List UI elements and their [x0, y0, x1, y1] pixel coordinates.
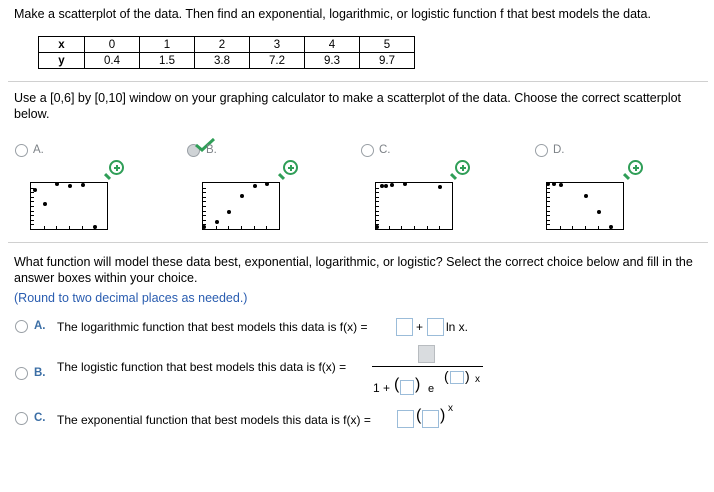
log-coefficient-a-input[interactable]	[396, 318, 413, 336]
zoom-b-icon[interactable]	[283, 160, 298, 175]
scatter-point	[202, 225, 206, 229]
x-tick	[414, 226, 415, 229]
scatter-point	[375, 225, 379, 229]
choice-b-radio[interactable]	[15, 367, 28, 380]
exp-paren-open-c: (	[416, 407, 422, 424]
y-tick	[203, 220, 206, 221]
y-tick	[547, 220, 550, 221]
logistic-a-input[interactable]	[400, 380, 414, 395]
scatter-point	[253, 184, 257, 188]
x-tick	[572, 226, 573, 229]
x-tick	[585, 226, 586, 229]
y-tick	[547, 206, 550, 207]
scatter-option-d-radio[interactable]	[535, 144, 548, 157]
zoom-c-handle	[450, 173, 457, 180]
choice-a-label[interactable]: A.	[34, 320, 46, 332]
y-tick	[547, 188, 550, 189]
model-prompt: What function will model these data best, exponential, logarithmic, or logistic? Select the correct choice below and fill in the answer boxes within your choice.	[14, 255, 693, 285]
scatterplot-d	[546, 182, 624, 230]
y-tick	[31, 211, 34, 212]
scatter-option-c-radio[interactable]	[361, 144, 374, 157]
y-tick	[31, 197, 34, 198]
scatter-point	[240, 194, 244, 198]
y-tick	[376, 188, 379, 189]
paren-close: )	[415, 376, 421, 393]
zoom-a-handle	[104, 173, 111, 180]
row-header: y	[39, 53, 85, 69]
y-tick	[203, 201, 206, 202]
scatter-point	[609, 225, 613, 229]
round-note: (Round to two decimal places as needed.)	[14, 291, 248, 305]
scatterplot-b	[202, 182, 280, 230]
zoom-d-handle	[623, 173, 630, 180]
scatter-point	[559, 183, 563, 187]
scatter-option-c-label[interactable]: C.	[379, 144, 391, 156]
y-tick	[376, 206, 379, 207]
table-cell: 3	[250, 37, 305, 53]
table-cell: 2	[195, 37, 250, 53]
scatter-point	[43, 202, 47, 206]
question-text: Make a scatterplot of the data. Then find an exponential, logarithmic, or logistic function f that best models the data.	[14, 7, 651, 21]
y-tick	[547, 197, 550, 198]
scatter-point	[597, 210, 601, 214]
divider	[8, 81, 708, 82]
exp-var-x: x	[475, 374, 480, 385]
exp-base-b-input[interactable]	[422, 410, 439, 428]
table-cell: 0.4	[85, 53, 140, 69]
scatter-point	[384, 184, 388, 188]
x-tick	[69, 226, 70, 229]
y-tick	[547, 215, 550, 216]
y-tick	[31, 206, 34, 207]
exp-paren-close: )	[465, 368, 470, 384]
x-tick	[56, 226, 57, 229]
paren-open: (	[394, 376, 400, 393]
zoom-c-icon[interactable]	[455, 160, 470, 175]
scatter-point	[227, 210, 231, 214]
logistic-b-input[interactable]	[450, 371, 464, 384]
denominator-prefix: 1 +	[373, 381, 391, 395]
y-tick	[31, 220, 34, 221]
y-tick	[203, 215, 206, 216]
scatter-point	[584, 194, 588, 198]
x-tick	[266, 226, 267, 229]
divider	[8, 242, 708, 243]
x-tick	[598, 226, 599, 229]
row-header: x	[39, 37, 85, 53]
x-tick	[228, 226, 229, 229]
y-tick	[203, 211, 206, 212]
scatter-option-a-label[interactable]: A.	[33, 144, 44, 156]
table-cell: 5	[360, 37, 415, 53]
table-cell: 1.5	[140, 53, 195, 69]
scatter-option-b-label[interactable]: B.	[206, 144, 217, 156]
plus-sign: +	[416, 320, 424, 334]
scatter-point	[265, 182, 269, 186]
exp-var-x-c: x	[448, 403, 453, 414]
y-tick	[547, 224, 550, 225]
choice-c-radio[interactable]	[15, 412, 28, 425]
y-tick	[203, 192, 206, 193]
y-tick	[547, 211, 550, 212]
x-tick	[439, 226, 440, 229]
y-tick	[376, 215, 379, 216]
scatter-point	[552, 182, 556, 186]
table-cell: 0	[85, 37, 140, 53]
table-cell: 9.3	[305, 53, 360, 69]
y-tick	[31, 215, 34, 216]
scatter-point	[215, 220, 219, 224]
scatter-point	[55, 182, 59, 186]
scatter-point	[68, 184, 72, 188]
x-tick	[560, 226, 561, 229]
scatter-point	[390, 183, 394, 187]
fraction-bar	[372, 366, 483, 367]
y-tick	[203, 206, 206, 207]
choice-b-label[interactable]: B.	[34, 367, 46, 379]
zoom-d-icon[interactable]	[628, 160, 643, 175]
scatterplot-c	[375, 182, 453, 230]
table-row	[39, 53, 415, 69]
scatter-point	[93, 225, 97, 229]
choice-c-text: The exponential function that best models this data is f(x) =	[57, 413, 371, 427]
scatter-point	[546, 182, 550, 186]
table-cell: 9.7	[360, 53, 415, 69]
scatter-point	[403, 182, 407, 186]
y-tick	[376, 197, 379, 198]
y-tick	[203, 197, 206, 198]
ln-x-suffix: ln x.	[446, 320, 469, 334]
x-tick	[44, 226, 45, 229]
x-tick	[241, 226, 242, 229]
choice-b-text: The logistic function that best models this data is f(x) =	[57, 360, 347, 374]
table-cell: 7.2	[250, 53, 305, 69]
y-tick	[376, 201, 379, 202]
y-tick	[203, 188, 206, 189]
scatter-point	[438, 185, 442, 189]
scatter-option-a-radio[interactable]	[15, 144, 28, 157]
scatter-point	[81, 183, 85, 187]
table-cell: 3.8	[195, 53, 250, 69]
data-table	[38, 36, 415, 69]
y-tick	[376, 211, 379, 212]
x-tick	[82, 226, 83, 229]
choice-a-text: The logarithmic function that best models this data is f(x) =	[57, 320, 368, 334]
choice-a-radio[interactable]	[15, 320, 28, 333]
exp-paren-open: (	[444, 368, 449, 384]
logistic-c-input[interactable]	[418, 345, 435, 363]
zoom-b-handle	[278, 173, 285, 180]
y-tick	[547, 192, 550, 193]
scatter-point	[33, 188, 37, 192]
e-symbol: e	[428, 383, 435, 395]
x-tick	[389, 226, 390, 229]
scatterplot-a	[30, 182, 108, 230]
table-cell: 1	[140, 37, 195, 53]
y-tick	[376, 192, 379, 193]
zoom-a-icon[interactable]	[109, 160, 124, 175]
exp-coefficient-a-input[interactable]	[397, 410, 414, 428]
y-tick	[31, 201, 34, 202]
x-tick	[254, 226, 255, 229]
choice-c-label[interactable]: C.	[34, 412, 46, 424]
scatter-option-d-label[interactable]: D.	[553, 144, 565, 156]
exp-paren-close-c: )	[440, 407, 446, 424]
y-tick	[31, 224, 34, 225]
y-tick	[31, 192, 34, 193]
table-row	[39, 37, 415, 53]
y-tick	[376, 220, 379, 221]
x-tick	[427, 226, 428, 229]
scatter-instructions: Use a [0,6] by [0,10] window on your graphing calculator to make a scatterplot of the data. Choose the correct scatterplot below.	[14, 91, 682, 121]
x-tick	[216, 226, 217, 229]
x-tick	[401, 226, 402, 229]
log-coefficient-b-input[interactable]	[427, 318, 444, 336]
y-tick	[547, 201, 550, 202]
table-cell: 4	[305, 37, 360, 53]
